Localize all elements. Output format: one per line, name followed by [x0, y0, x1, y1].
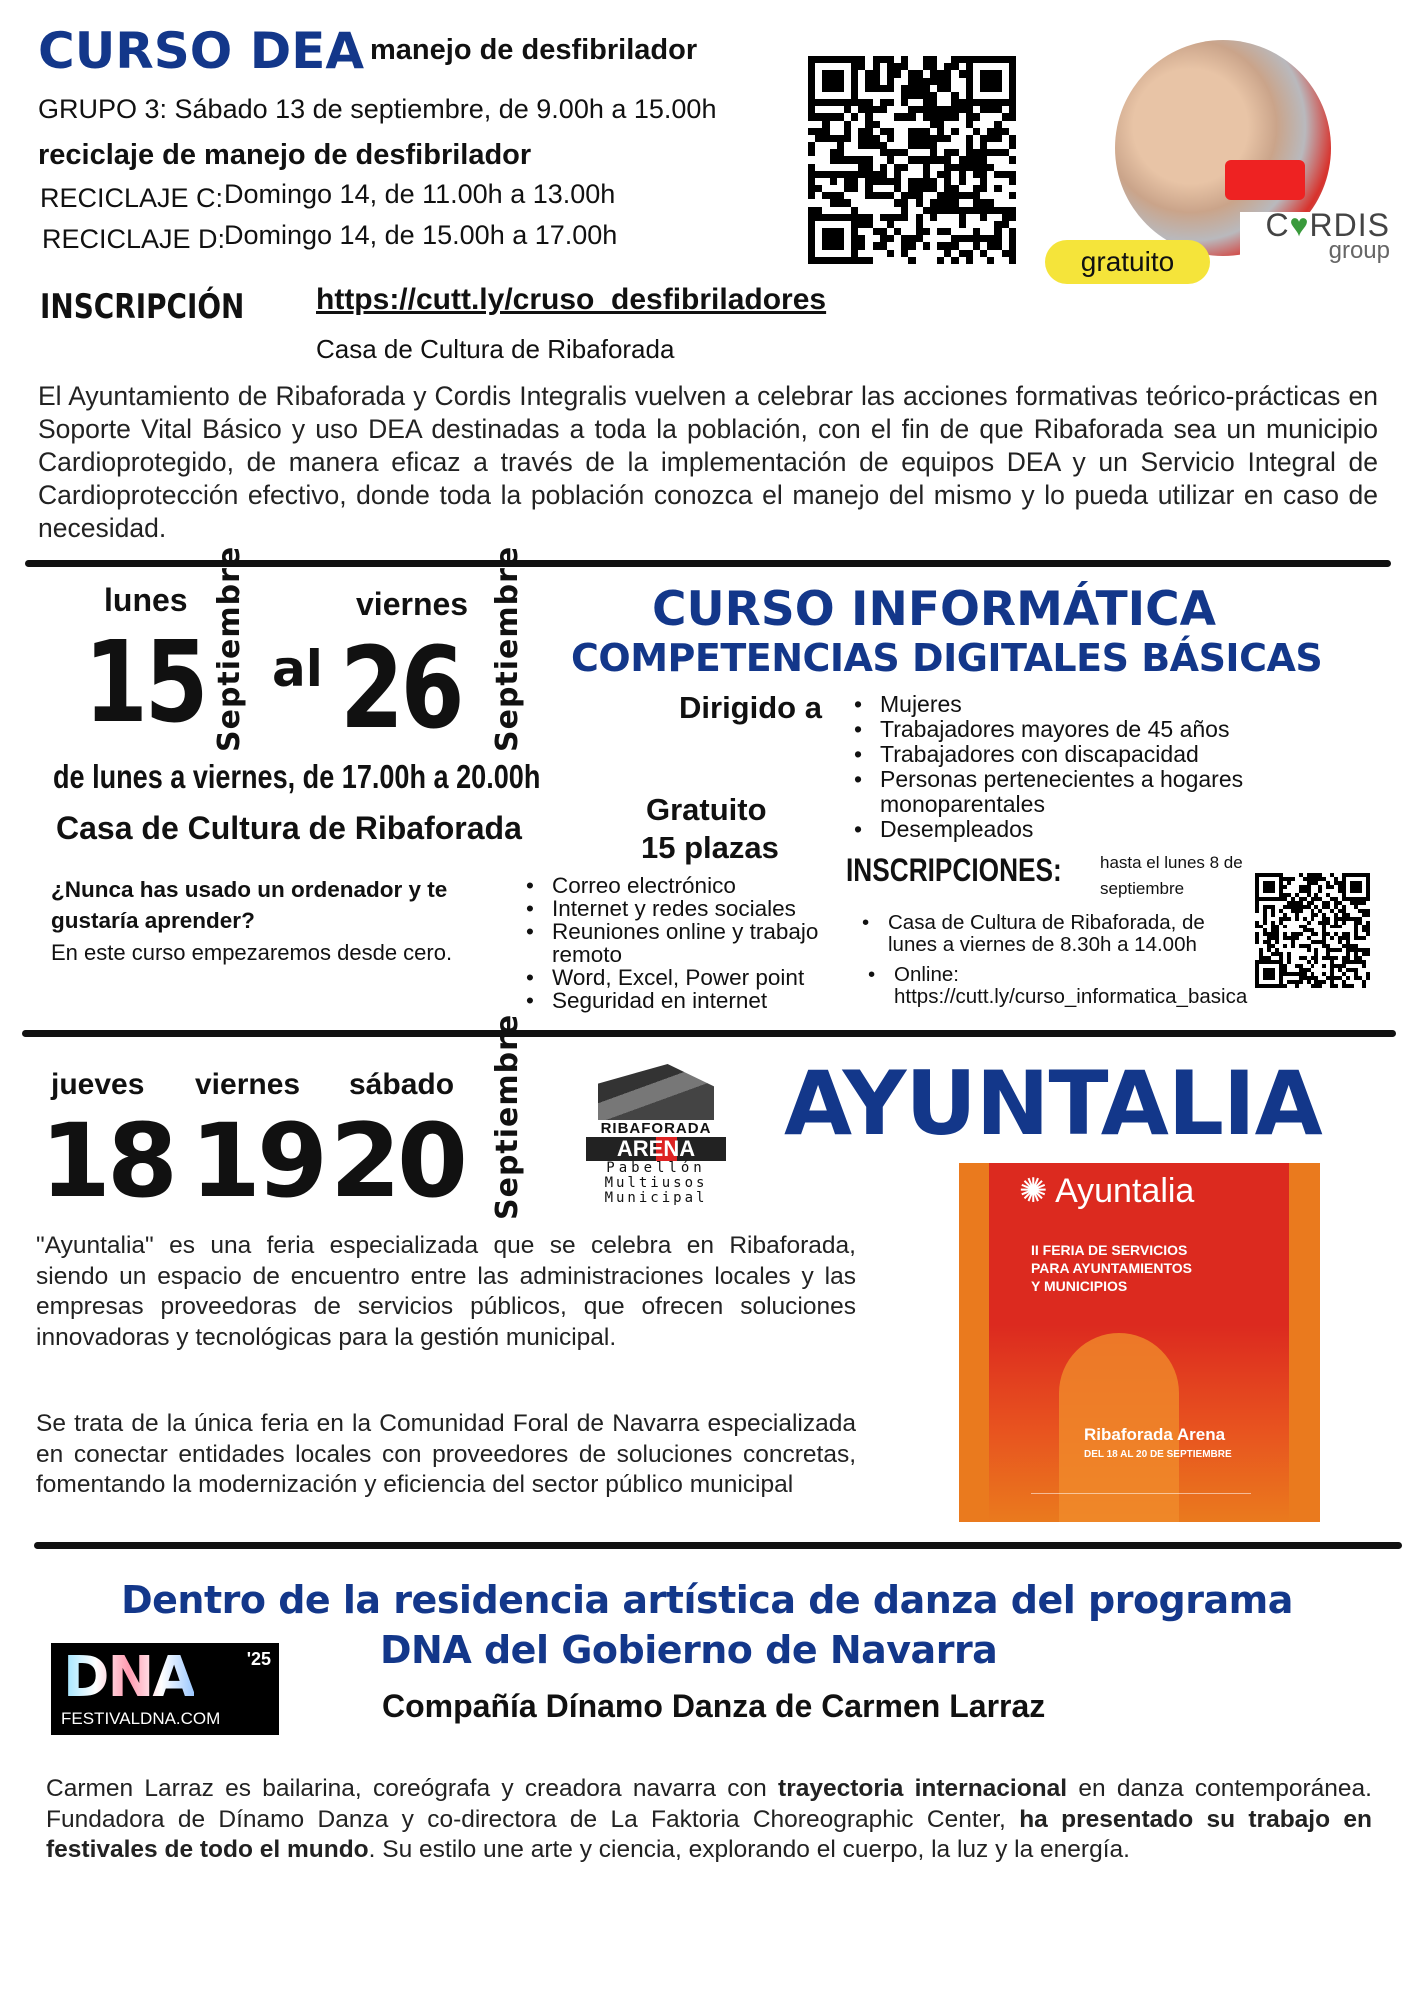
end-day-number: 26 [340, 624, 462, 754]
section-divider [22, 1030, 1396, 1037]
dea-reciclaje-title: reciclaje de manejo de desfibrilador [38, 139, 532, 171]
month-vertical: Septiembre [490, 1013, 525, 1220]
reciclaje-c-label: RECICLAJE C: [40, 183, 224, 213]
list-item: • Trabajadores con discapacidad [850, 742, 1290, 767]
dna-title-line1: Dentro de la residencia artística de danza del programa [121, 1578, 1293, 1622]
end-day-name: viernes [356, 586, 469, 622]
registration-channels [858, 912, 1248, 956]
reciclaje-d-value: Domingo 14, de 15.00h a 17.00h [224, 220, 618, 250]
dea-description: El Ayuntamiento de Ribaforada y Cordis Integralis vuelven a celebrar las acciones formativas teórico-prácticas en Soporte Vital Básico y uso DEA destinadas a toda la población, con el fin de que Ribaforada sea un municipio Cardioprotegido, de manera eficaz a través de la implementación de equipos DEA y un Servicio Integral de Cardioprotección efectivo, donde toda la población conozca el manejo del mismo y lo pueda utilizar en caso de necesidad. [38, 381, 1378, 543]
informatica-qr-code[interactable] [1255, 873, 1370, 988]
start-day-name: lunes [104, 582, 188, 618]
list-item: • Mujeres [850, 692, 1290, 717]
range-al: al [272, 640, 323, 698]
informatica-title: CURSO INFORMÁTICA [652, 582, 1216, 637]
audience-list [850, 692, 1290, 842]
poster-dates: DEL 18 AL 20 DE SEPTIEMBRE [1084, 1449, 1232, 1460]
day-number: 20 [330, 1102, 464, 1221]
inscripciones-label: INSCRIPCIONES: [846, 852, 1062, 888]
start-day-number: 15 [84, 618, 206, 748]
day-number: 19 [190, 1102, 324, 1221]
list-item: • Trabajadores mayores de 45 años [850, 717, 1290, 742]
ribaforada-arena-logo: RIBAFORADA ARENA Pabellón Multiusos Municipal [586, 1064, 726, 1212]
ayuntalia-description-1: "Ayuntalia" es una feria especializada que se celebra en Ribaforada, siendo un espacio de encuentro entre las administraciones locales y las empresas proveedoras de servicios públicos, que ofrecen soluciones innovadoras y tecnológicas para la gestión municipal. [36, 1232, 856, 1351]
start-month-vertical: Septiembre [212, 545, 247, 752]
list-item: • Reuniones online y trabajo remoto [522, 920, 842, 966]
list-item: • Internet y redes sociales [522, 897, 842, 920]
informatica-subtitle: COMPETENCIAS DIGITALES BÁSICAS [571, 636, 1323, 680]
dea-subtitle: manejo de desfibrilador [370, 34, 698, 66]
day-name: jueves [51, 1068, 145, 1101]
festival-dna-logo: DNA '25 FESTIVALDNA.COM [51, 1643, 279, 1735]
gratuito-label: Gratuito [646, 792, 767, 827]
plazas-label: 15 plazas [641, 830, 779, 865]
list-item: • Desempleados [850, 817, 1290, 842]
dea-title: CURSO DEA [38, 22, 365, 80]
section-divider [34, 1542, 1402, 1549]
list-item: • Casa de Cultura de Ribaforada, de lunes a viernes de 8.30h a 14.00h [858, 912, 1248, 956]
ayuntalia-poster [959, 1163, 1320, 1522]
list-item: • Correo electrónico [522, 874, 842, 897]
poster-venue: Ribaforada Arena [1084, 1425, 1226, 1444]
online-label: Online: [894, 963, 959, 986]
ayuntalia-description-2: Se trata de la única feria en la Comunidad Foral de Navarra especializada en conectar entidades locales con proveedores de soluciones concretas, fomentando la modernización y eficiencia del sector público municipal [36, 1410, 856, 1498]
ayuntalia-title: AYUNTALIA [784, 1052, 1322, 1155]
poster-brand: ✺ Ayuntalia [1019, 1172, 1195, 1210]
dea-location: Casa de Cultura de Ribaforada [316, 334, 675, 364]
free-badge: gratuito [1045, 240, 1210, 284]
inscripciones-deadline: hasta el lunes 8 de septiembre [1100, 853, 1243, 898]
poster-sponsor-logos [1031, 1493, 1251, 1509]
day-number: 18 [40, 1102, 174, 1221]
dna-company: Compañía Dínamo Danza de Carmen Larraz [382, 1688, 1046, 1724]
informatica-location: Casa de Cultura de Ribaforada [56, 810, 522, 846]
informatica-schedule: de lunes a viernes, de 17.00h a 20.00h [53, 758, 541, 795]
dna-description: Carmen Larraz es bailarina, coreógrafa y creadora navarra con trayectoria internacional en danza contemporánea. Fundadora de Dínamo Danza y co-directora de La Faktoria Choreographic Center, ha presentado su trabajo en festivales de todo el mundo. Su estilo une arte y ciencia, explorando el cuerpo, la luz y la energía. [46, 1775, 1372, 1863]
reciclaje-c-value: Domingo 14, de 11.00h a 13.00h [224, 179, 616, 209]
end-month-vertical: Septiembre [490, 545, 525, 752]
sun-logo-icon: ✺ [1019, 1172, 1048, 1210]
list-item: • Word, Excel, Power point [522, 966, 842, 989]
dea-inscripcion-label: INSCRIPCIÓN [40, 287, 245, 327]
reciclaje-d-label: RECICLAJE D: [42, 224, 226, 254]
dea-grupo: GRUPO 3: Sábado 13 de septiembre, de 9.00h a 15.00h [38, 94, 717, 124]
registration-online [864, 964, 1247, 1008]
day-name: viernes [195, 1068, 301, 1101]
informatica-registration-link[interactable]: https://cutt.ly/curso_informatica_basica [894, 985, 1248, 1008]
list-item: • Personas pertenecientes a hogares monoparentales [850, 767, 1290, 817]
dea-qr-code[interactable] [808, 56, 1016, 264]
list-item: • Seguridad en internet [522, 989, 842, 1012]
dirigido-label: Dirigido a [679, 690, 822, 725]
dna-title-line2: DNA del Gobierno de Navarra [380, 1628, 998, 1672]
day-name: sábado [349, 1068, 455, 1101]
poster-headline: II FERIA DE SERVICIOS PARA AYUNTAMIENTOS Y MUNICIPIOS [1031, 1242, 1193, 1294]
informatica-question: ¿Nunca has usado un ordenador y te gustaría aprender? [51, 877, 448, 933]
dea-registration-link[interactable]: https://cutt.ly/cruso_desfibriladores [316, 283, 827, 316]
topics-list [522, 874, 842, 1012]
cordis-logo: C♥RDIS group [1240, 212, 1390, 272]
informatica-intro: En este curso empezaremos desde cero. [51, 940, 453, 965]
